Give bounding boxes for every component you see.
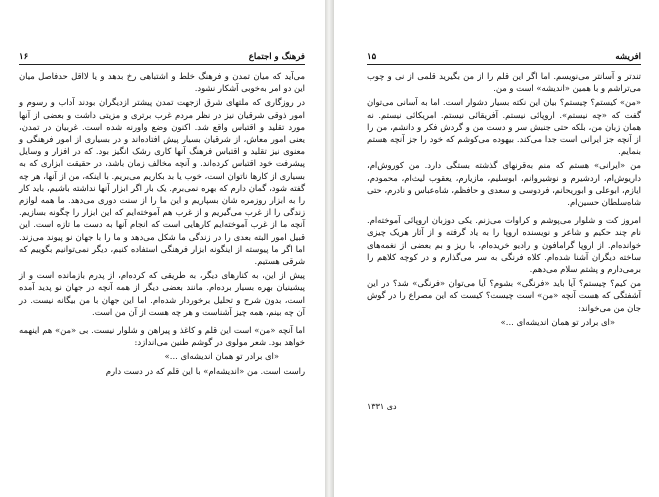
left-page [0,0,325,497]
right-page-header [367,50,641,63]
book-gutter [325,0,334,497]
header-rule [367,64,641,65]
paragraph: امروز کت و شلوار می‌پوشم و کراوات می‌زنم. یکی دوزبان اروپائی آموخته‌ام. نام چند حکیم و شاعر و نویسنده اروپا را به یاد گرفته و از آثار هریک چیزی خوانده‌ام. از اروپا گرامافون و رادیو خریده‌ام، با ریز و بم بعضی از نغمه‌های ساخته دیگران آشنا شده‌ام. کلاه فرنگی به سر می‌گذارم و در کوچه کلاهم را برمی‌دارم و پشتم سلام می‌دهم. [367,215,641,275]
paragraph: تندتر و آسانتر می‌نویسم. اما اگر این قلم را از من بگیرید قلمی از نی و چوب می‌تراشم و با همین «اندیشه» است و من. [367,71,641,94]
right-page-body [367,70,641,330]
paragraph: «من» کیستم؟ چیستم؟ بیان این نکته بسیار دشوار است. اما به آسانی می‌توان گفت که «چه نیستم». اروپائی نیستم. آفریقائی نیستم. امریکائی نیستم. نه همان زبان من، بلکه حتی جنبش سر و دست من و گردش فکر و دانشم، من را از آنچه جز ایرانی است جدا می‌کند. بیهوده می‌کوشم که خود را جز آنچه هستم بنمایم. [367,97,641,157]
right-page [334,0,659,497]
left-page-header [19,50,305,63]
page-number: ۱۶ [19,51,29,62]
paragraph: من کیم؟ چیستم؟ آیا باید «فرنگی» بشوم؟ آیا می‌توان «فرنگی» شد؟ در این آشفتگی که هست آنچه «من» است چیست؟ کیست که این مصراع را در گوش جان من می‌خواند: [367,278,641,313]
paragraph: پیش از این، به کنارهای دیگر، به طریقی که کرده‌ام، از پدرم بازمانده است و از پیشینیان بهره بسیار برده‌ام. مانند بعضی دیگر از همه آنچه در جهان نو پدید آمده است، بدون شرح و تحلیل برخوردار شده‌ام. اما این جهان با من بیگانه نیست. در آن چه بینم، همه چیز آشناست و هر چه هست از آن من است. [19,270,305,317]
page-number: ۱۵ [367,51,377,62]
paragraph: در روزگاری که ملتهای شرق ازجهت تمدن پیشتر ازدیگران بودند آداب و رسوم و امور ذوقی شرقیان نیز در نظر مردم غرب برتری و مزیتی داشت و بعضی از آنها مورد تقلید و اقتباس واقع شد. اکنون وضع واورنه شده است. غربیان در تمدن، یعنی امور معاش، از شرقیان بسیار پیش افتاده‌اند و در بسیاری از امور فرهنگی و معنوی نیز تقلید و اقتباس فرهنگ آنها کاری رشک انگیز بود. که در افزار و وسایل پیشرفت خود اقتباس کرده‌اند. و آنچه مخالف زمان باشد، در حقیقت ابزاری که به بسیاری از کارها ناتوان است، خوب یا بد بکاریم می‌بریم. با اینکه، من از آنها، هر چه گفته شود، گمان دارم که بهره نمی‌برم. یک بار اگر ابزار آنها نداشته باشیم، باید کار را به ابزار روزمره شان بسپاریم و این ما را از سنت دوری می‌دهد. ما همه لوازم زندگی را از غرب می‌گیریم و از غرب هم آموخته‌ایم که این ابزار را چگونه بسازیم. آنچه ما از غرب آموخته‌ایم کارهایی است که انجام آنها به دست ما تازه است. این قبیل امور البته بعدی را در زندگی ما شکل می‌دهد و ما را با جهان نو پیوند می‌زند. اما اگر ما پیوسته از اینگونه ابزار فرهنگی استفاده کنیم، دیگر نمی‌توانیم بگوییم که شرقی هستیم. [19,97,305,267]
closing-line: راست است. من «اندیشه‌ام» با این قلم که در دست دارم [105,365,305,376]
verse-line: «ای برادر تو همان اندیشه‌ای ...» [500,316,615,327]
left-page-body [19,70,305,379]
running-title: فرهنگ و اجتماع [248,51,305,62]
paragraph: می‌آید که میان تمدن و فرهنگ خلط و اشتباهی رخ بدهد و یا لااقل حدفاصل میان این دو امر به‌خوبی آشکار نشود. [19,71,305,94]
paragraph: من «ایرانی» هستم که منم به‌قرنهای گذشته بستگی دارد. من کوروش‌ام، داریوش‌ام، اردشیرم و نوشیروانم، ابوسلیم، مازیارم، یعقوب لیث‌ام، محمودم، ایازم، ابوعلی و ابوریحانم، فردوسی و سعدی و حافظم، شاه‌عباس و نادرم، حتی شاه‌سلطان حسین‌ام. [367,160,641,208]
date-stamp: دی ۱۳۳۱ [367,402,397,411]
header-rule [19,64,305,65]
running-title: افریشه [615,51,641,62]
paragraph: اما آنچه «من» است این قلم و کاغذ و پیراهن و شلوار نیست. بی «من» هم اینهمه خواهد بود. شعر مولوی در گوشم طنین می‌اندازد: [19,325,305,348]
verse-line: «ای برادر تو همان اندیشه‌ای ...» [164,351,279,362]
